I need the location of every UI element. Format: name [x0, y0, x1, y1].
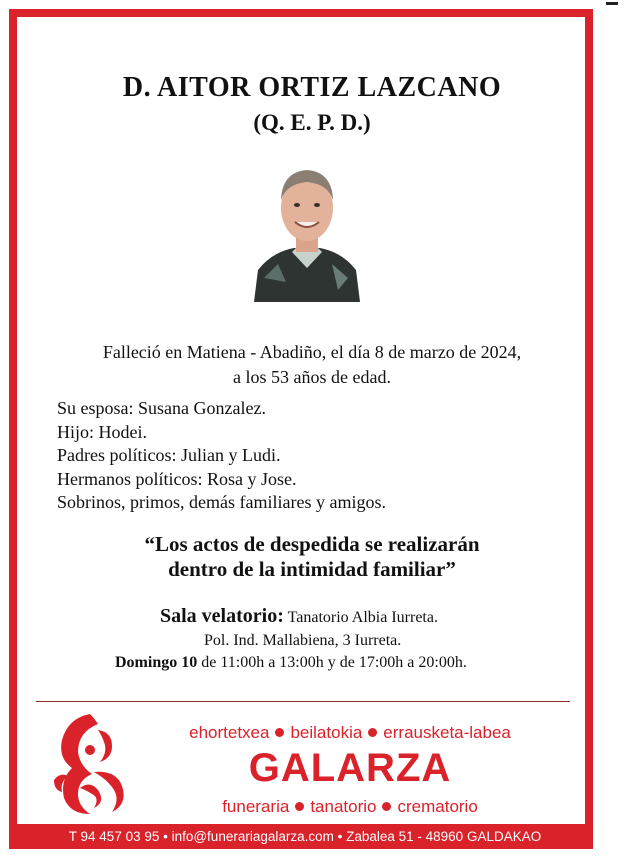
family-line: Sobrinos, primos, demás familiares y amigos.	[57, 492, 386, 512]
corner-mark	[606, 2, 618, 5]
service-basque-3: errausketa-labea	[383, 723, 511, 742]
service-spanish-3: crematorio	[397, 797, 478, 816]
divider-line	[36, 701, 570, 702]
galarza-logo-icon	[50, 710, 134, 818]
service-basque-1: ehortetxea	[189, 723, 270, 742]
bullet-dot-icon	[295, 802, 304, 811]
family-line: Hermanos políticos: Rosa y Jose.	[57, 468, 297, 489]
contact-footer: T 94 457 03 95 • info@funerariagalarza.com • Zabalea 51 - 48960 GALDAKAO	[17, 824, 593, 849]
wake-address: Pol. Ind. Mallabiena, 3 Iurreta.	[204, 632, 402, 649]
wake-times: de 11:00h a 13:00h y de 17:00h a 20:00h.	[201, 654, 467, 671]
death-line-1: Falleció en Matiena - Abadiño, el día 8 de marzo de 2024,	[102, 342, 522, 362]
family-line: Padres políticos: Julian y Ludi.	[57, 445, 281, 465]
family-line: Hijo: Hodei.	[57, 421, 147, 442]
services-spanish	[140, 797, 560, 817]
family-list	[57, 397, 386, 515]
wake-room-label: Sala velatorio:	[160, 605, 284, 627]
brand-name: GALARZA	[248, 746, 452, 790]
service-spanish-2: tanatorio	[310, 797, 377, 816]
farewell-quote-line-2: dentro de la intimidad familiar”	[168, 557, 456, 581]
service-basque-2: beilatokia	[290, 723, 363, 742]
wake-room-value: Tanatorio Albia Iurreta.	[287, 609, 438, 626]
service-spanish-1: funeraria	[222, 797, 290, 816]
family-line: Su esposa: Susana Gonzalez.	[57, 398, 266, 418]
services-basque	[140, 723, 560, 743]
wake-hours	[115, 654, 467, 672]
deceased-name: D. AITOR ORTIZ LAZCANO	[122, 72, 502, 103]
bullet-dot-icon	[275, 728, 284, 737]
bullet-dot-icon	[382, 802, 391, 811]
farewell-quote-line-1: “Los actos de despedida se realizarán	[144, 532, 480, 556]
qepd-label: (Q. E. P. D.)	[253, 110, 371, 135]
portrait-photo	[252, 160, 362, 302]
wake-room	[160, 605, 438, 628]
death-line-2: a los 53 años de edad.	[233, 367, 391, 387]
wake-day: Domingo 10	[115, 654, 198, 671]
bullet-dot-icon	[368, 728, 377, 737]
